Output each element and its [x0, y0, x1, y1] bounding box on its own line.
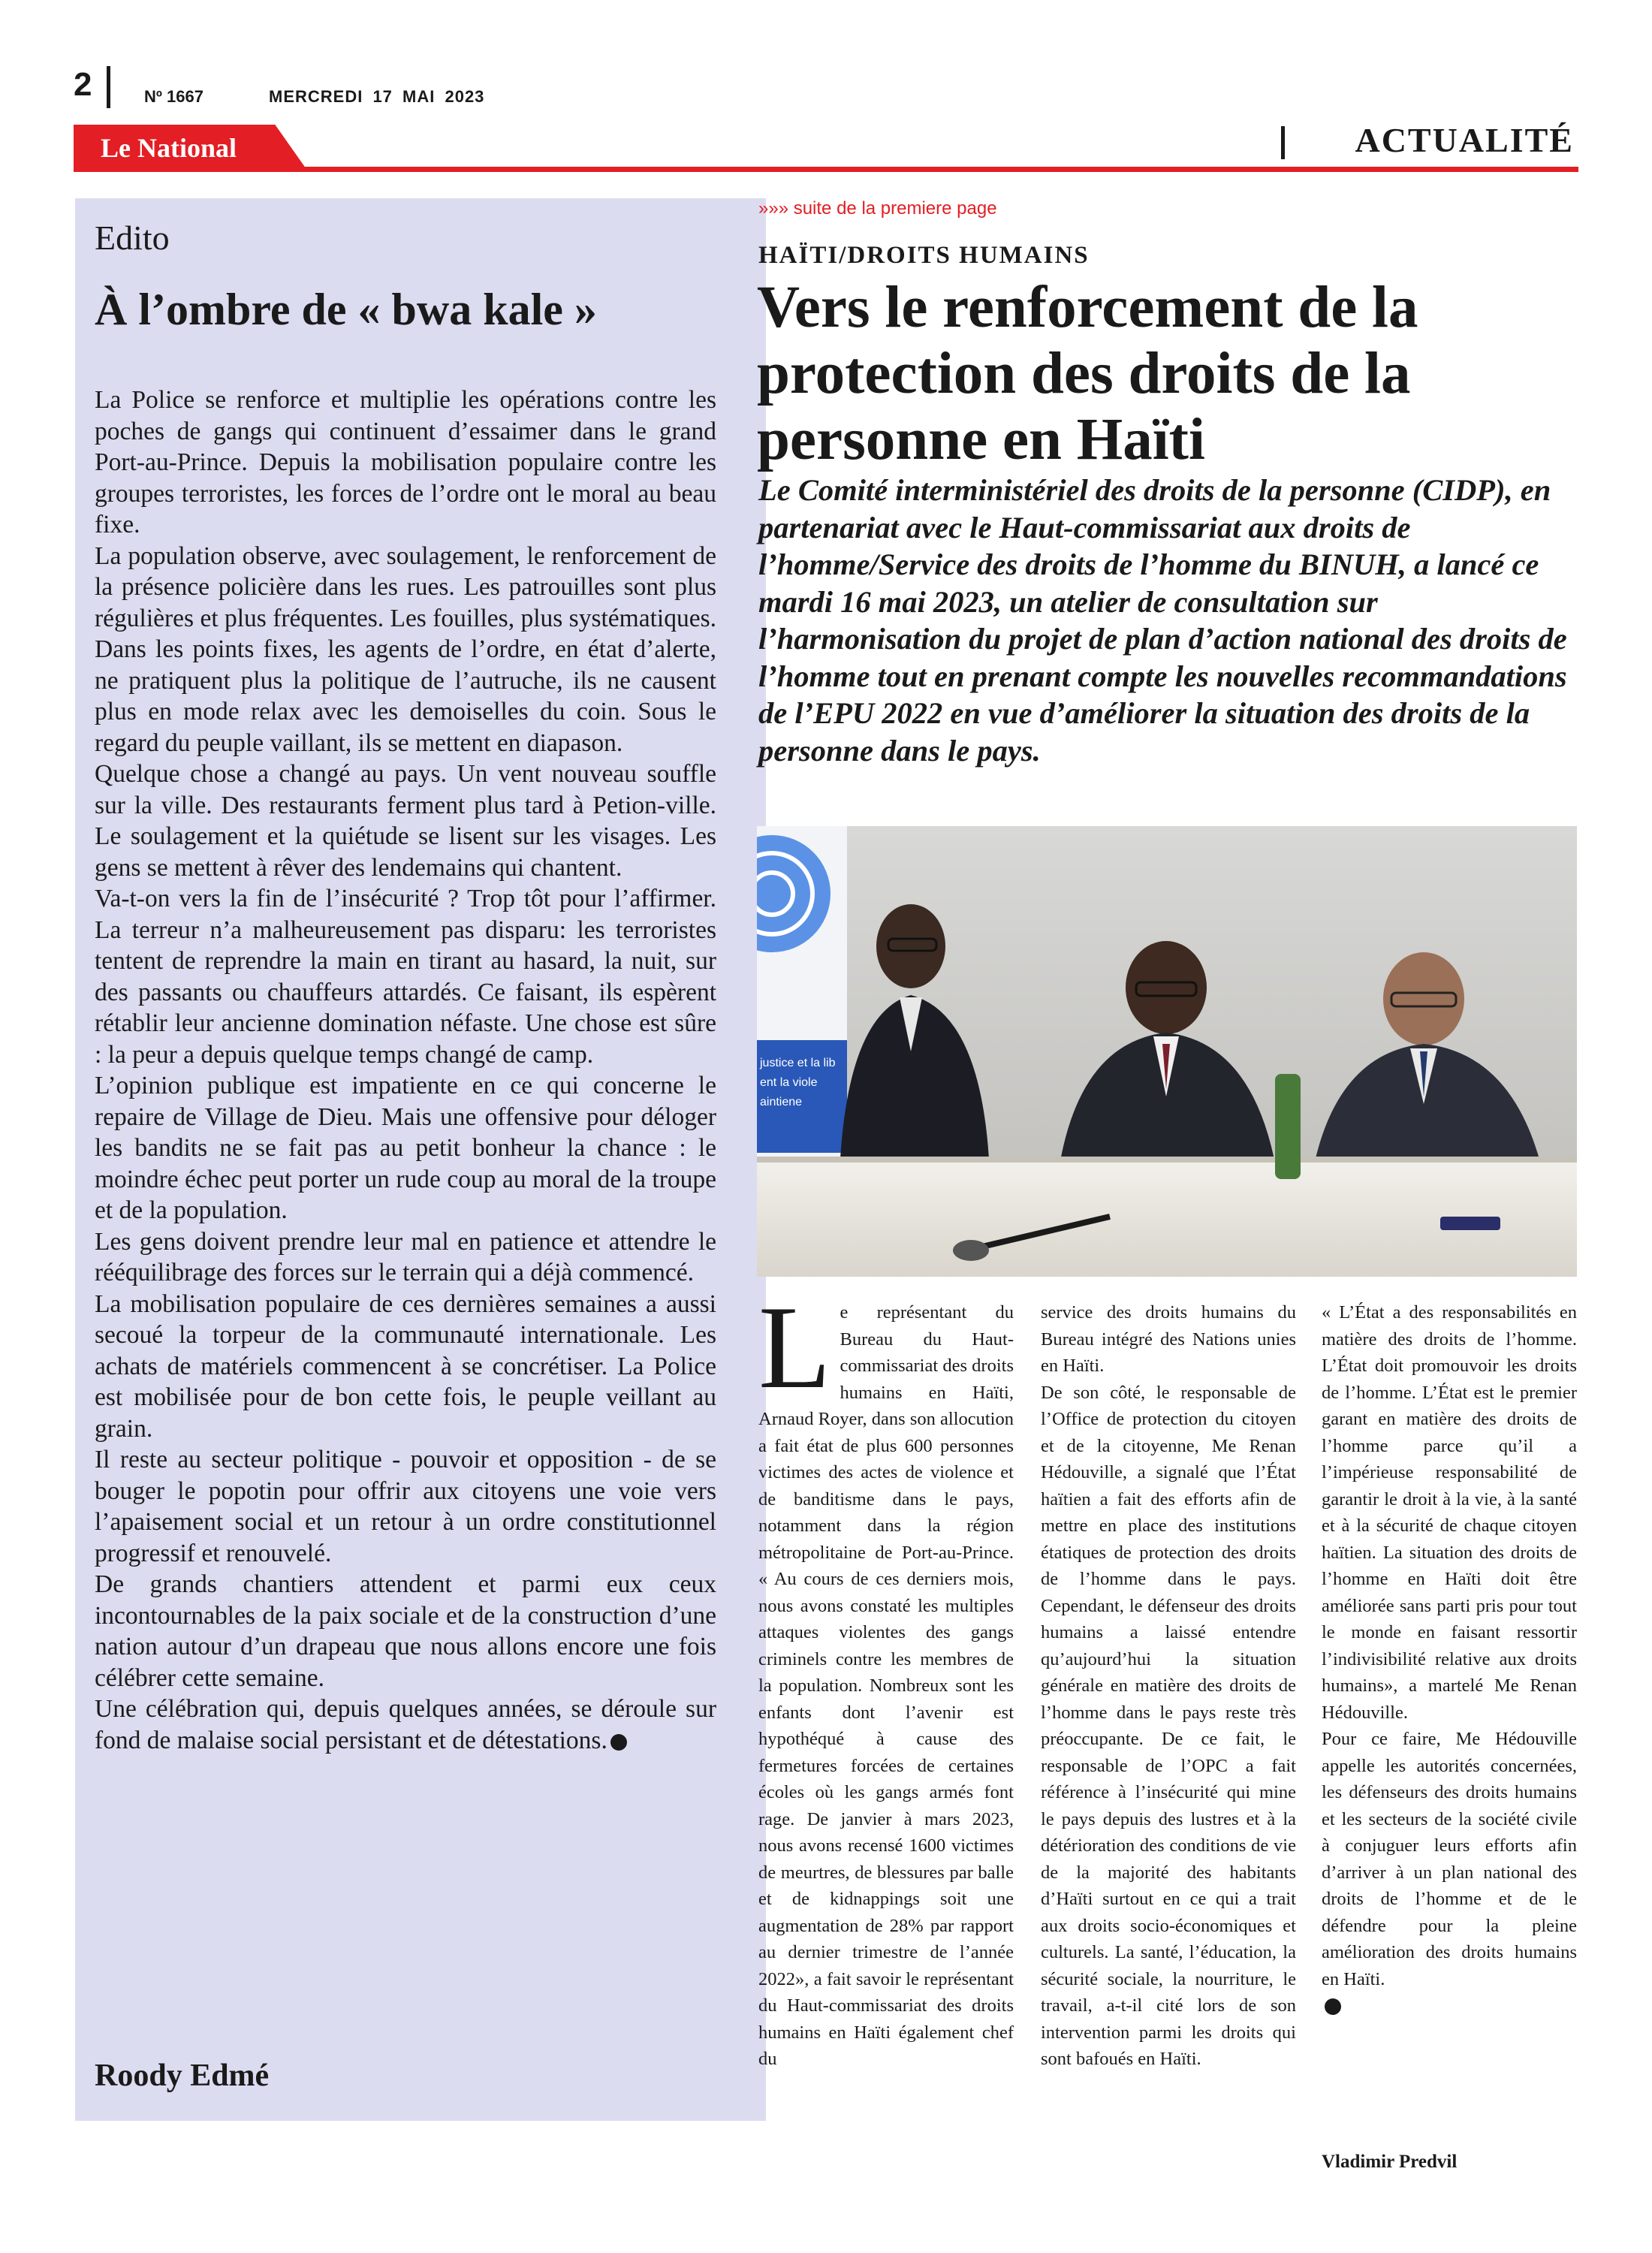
section-title: ACTUALITÉ: [1355, 121, 1574, 159]
page-number: 2: [74, 66, 92, 103]
article-byline: Vladimir Predvil: [1322, 2152, 1458, 2172]
newspaper-name: Le National: [101, 133, 237, 163]
edito-kicker: Edito: [95, 219, 170, 257]
conference-photo-illustration: [757, 826, 1577, 1277]
edito-paragraph: Il reste au secteur politique - pouvoir et opposition - de se bouger le popotin pour offrir aux citoyens une voie vers l’apaisement social et un retour à un ordre constitutionnel progressif et renouvelé.: [95, 1446, 716, 1567]
edito-paragraph: Quelque chose a changé au pays. Un vent nouveau souffle sur la ville. Des restaurants ferment plus tard à Petion-ville. Le soulagement et la quiétude se lisent sur les visages. Les gens se mettent à rêver des lendemains qui chantent.: [95, 760, 716, 882]
photo-banner-text: justice et la lib: [760, 1057, 836, 1069]
edito-paragraph: Va-t-on vers la fin de l’insécurité ? Trop tôt pour l’affirmer. La terreur n’a malheureusement pas disparu: les terroristes tentent de reprendre la main en tirant au hasard, la nuit, sur des passants ou chauffeurs attardés. Ce faisant, ils espèrent rétablir leur ancienne domination néfaste. Une chose est sûre : la peur a depuis quelque temps changé de camp.: [95, 885, 716, 1069]
article-paragraph: Pour ce faire, Me Hédouville appelle les autorités concernées, les défenseurs des droits humains et les secteurs de la société civile à conjuguer leurs efforts afin d’arriver à un plan national des droits de l’homme et de le défendre pour la pleine amélioration des droits humains en Haïti.: [1322, 1729, 1577, 1989]
article-column-2: [1041, 1299, 1296, 2073]
photo-banner-text: aintiene: [760, 1096, 803, 1108]
edito-paragraph: L’opinion publique est impatiente en ce qui concerne le repaire de Village de Dieu. Mais une offensive pour déloger les bandits ne se fait pas au petit bonheur la chance : le moindre échec peut porter un rude coup au moral de la troupe et de la population.: [95, 1072, 716, 1224]
article-paragraph: e représentant du Bureau du Haut-commissariat des droits humains en Haïti, Arnaud Royer, dans son allocution a fait état de plus 600 personnes victimes des actes de violence et de banditisme dans le pays, notamment dans la région métropolitaine de Port-au-Prince. « Au cours de ces derniers mois, nous avons constaté les multiples attaques violentes des gangs criminels contre les membres de la population. Nombreux sont les enfants dont l’avenir est hypothéqué à cause des fermetures forcées de certaines écoles où les gangs armés font rage. De janvier à mars 2023, nous avons recensé 1600 victimes de meurtres, de blessures par balle et de kidnappings soit une augmentation de 28% par rapport au dernier trimestre de l’année 2022», a fait savoir le représentant du Haut-commissariat des droits humains en Haïti également chef du: [758, 1302, 1014, 2069]
article-lead: Le Comité interministériel des droits de la personne (CIDP), en partenariat avec le Haut-commissariat aux droits de l’homme/Service des droits de l’homme du BINUH, a lancé ce mardi 16 mai 2023, un atelier de consultation sur l’harmonisation du projet de plan d’action national des droits de l’homme tout en prenant compte les nouvelles recommandations de l’EPU 2022 en vue d’améliorer la situation des droits de la personne dans le pays.: [758, 473, 1567, 768]
edito-paragraph: La population observe, avec soulagement, le renforcement de la présence policière dans les rues. Les patrouilles sont plus régulières et plus fréquentes. Les fouilles, plus systématiques. Dans les points fixes, les agents de l’ordre, en état d’alerte, ne pratiquent plus la politique de l’autruche, ils ne causent plus en mode relax avec les demoiselles du coin. Sous le regard du peuple vaillant, ils se mettent en diapason.: [95, 541, 716, 757]
article-paragraph: De son côté, le responsable de l’Office de protection du citoyen et de la citoyenne, Me Renan Hédouville, a signalé que l’État haïtien a fait des efforts afin de mettre en place des institutions étatiques de protection des droits de l’homme dans le pays. Cependant, le défenseur des droits humains a laissé entendre qu’aujourd’hui la situation générale en matière des droits de l’homme dans le pays reste très préoccupante. De ce fait, le responsable de l’OPC a fait référence à l’insécurité qui mine le pays depuis des lustres et à la détérioration des conditions de vie de la majorité des habitants d’Haïti surtout en ce qui a trait aux droits socio-économiques et culturels. La santé, l’éducation, la sécurité sociale, la nourriture, le travail, a-t-il cité lors de son intervention parmi les droits qui sont bafoués en Haïti.: [1041, 1382, 1296, 2069]
article-column-1: [758, 1282, 1014, 2073]
article-headline: Vers le renforcement de la protection des droits de la personne en Haïti: [757, 275, 1418, 472]
edito-body: [95, 385, 716, 1756]
article-rubric: HAÏTI/DROITS HUMAINS: [758, 242, 1090, 269]
edito-paragraph: Une célébration qui, depuis quelques années, se déroule sur fond de malaise social persistant et de détestations.: [95, 1695, 716, 1754]
page-number-divider: [107, 66, 110, 108]
section-divider: [1281, 126, 1285, 159]
article-paragraph: service des droits humains du Bureau intégré des Nations unies en Haïti.: [1041, 1302, 1296, 1376]
edito-author: Roody Edmé: [95, 2058, 270, 2093]
edito-title: À l’ombre de « bwa kale »: [95, 285, 597, 334]
article-photo: [757, 826, 1577, 1277]
edito-paragraph: La Police se renforce et multiplie les opérations contre les poches de gangs qui continuent d’essaimer dans le grand Port-au-Prince. Depuis la mobilisation populaire contre les groupes terroristes, les forces de l’ordre ont le moral au beau fixe.: [95, 386, 716, 538]
end-of-article-icon: [610, 1734, 627, 1751]
continued-from-front-page: »»» suite de la premiere page: [758, 198, 997, 219]
article-paragraph: « L’État a des responsabilités en matière des droits de l’homme. L’État doit promouvoir les droits de l’homme. L’État est le premier garant en matière des droits de l’homme parce qu’il a l’impérieuse responsabilité de garantir le droit à la vie, à la santé et à la sécurité de chaque citoyen haïtien. La situation des droits de l’homme en Haïti doit être améliorée sans parti pris pour tout le monde en faisant ressortir l’indivisibilité relative aux droits humains», a martelé Me Renan Hédouville.: [1322, 1302, 1577, 1723]
edito-paragraph-last: [95, 1694, 716, 1756]
end-mark-row: [1322, 1992, 1577, 2019]
issue-number: Nº 1667: [144, 87, 203, 106]
edito-paragraph: De grands chantiers attendent et parmi eux ceux incontournables de la paix sociale et de la construction d’une nation autour d’un drapeau que nous allons encore une fois célébrer cette semaine.: [95, 1570, 716, 1692]
drop-cap: L: [758, 1282, 831, 1413]
edito-paragraph: Les gens doivent prendre leur mal en patience et attendre le rééquilibrage des forces sur le terrain qui a déjà commencé.: [95, 1227, 716, 1286]
publication-date: MERCREDI 17 MAI 2023: [269, 87, 485, 106]
edito-paragraph: La mobilisation populaire de ces dernières semaines a aussi secoué la torpeur de la communauté internationale. Les achats de matériels commencent à se concrétiser. La Police est mobilisée pour de bon cette fois, le peuple veillant au grain.: [95, 1289, 716, 1443]
photo-banner-text: ent la viole: [760, 1076, 818, 1089]
end-of-article-icon: [1325, 1998, 1341, 2015]
article-column-3: [1322, 1299, 1577, 2019]
